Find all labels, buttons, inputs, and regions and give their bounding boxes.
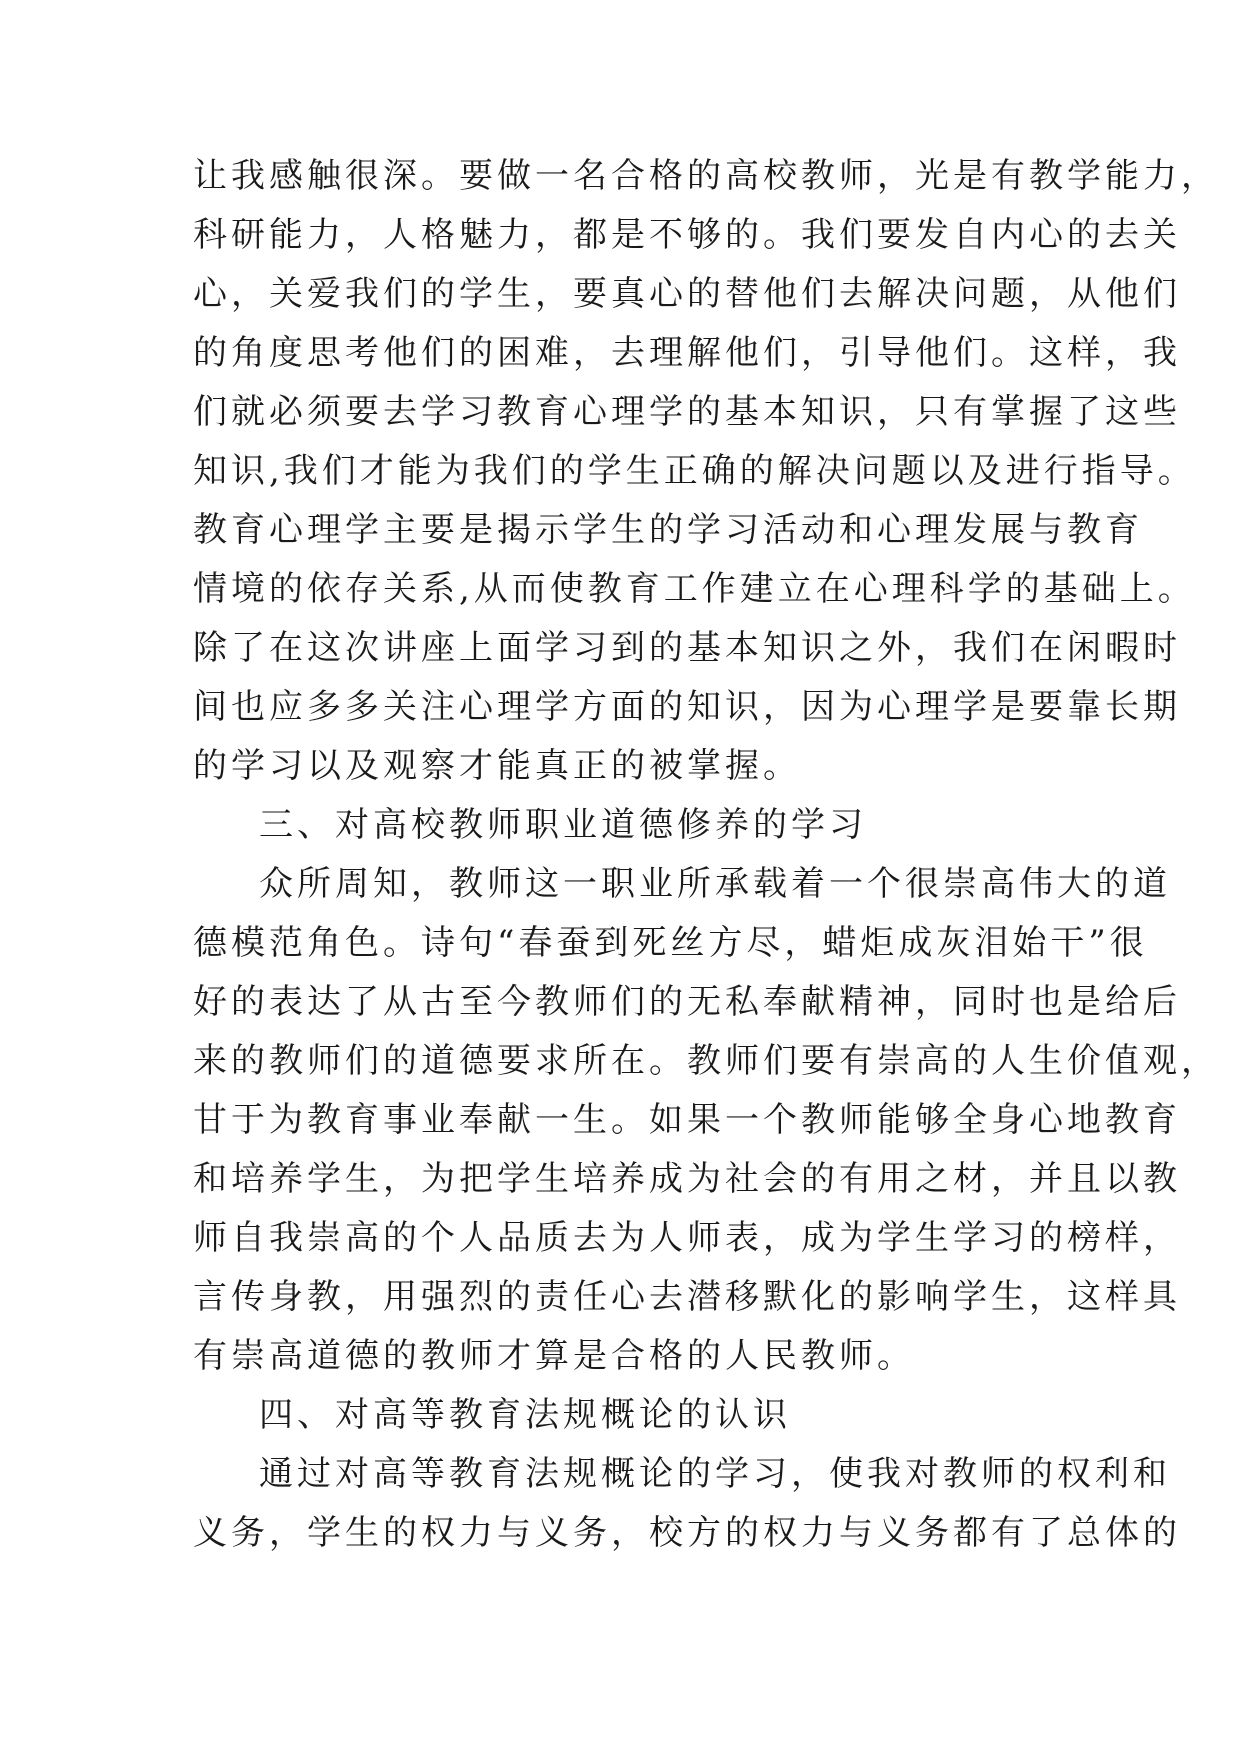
paragraph-ethics: [193, 855, 1219, 1386]
text-line: 的学习以及观察才能真正的被掌握。: [193, 746, 801, 786]
document-body: [193, 147, 1219, 1563]
paragraph-law: [193, 1445, 1181, 1563]
text-line: 和培养学生，为把学生培养成为社会的有用之材，并且以教: [193, 1159, 1181, 1199]
text-line: 除了在这次讲座上面学习到的基本知识之外，我们在闲暇时: [193, 628, 1181, 668]
text-line: 众所周知，教师这一职业所承载着一个很崇高伟大的道: [259, 864, 1171, 904]
text-line: 言传身教，用强烈的责任心去潜移默化的影响学生，这样具: [193, 1277, 1181, 1317]
text-line: 有崇高道德的教师才算是合格的人民教师。: [193, 1336, 915, 1376]
text-line: 间也应多多关注心理学方面的知识，因为心理学是要靠长期: [193, 687, 1181, 727]
text-line: 师自我崇高的个人品质去为人师表，成为学生学习的榜样，: [193, 1218, 1181, 1258]
text-line: 来的教师们的道德要求所在。教师们要有崇高的人生价值观，: [193, 1041, 1219, 1081]
text-line: 情境的依存关系,从而使教育工作建立在心理科学的基础上。: [193, 569, 1196, 609]
section-heading-ethics: 三、对高校教师职业道德修养的学习: [259, 805, 867, 845]
text-line: 的角度思考他们的困难，去理解他们，引导他们。这样，我: [193, 333, 1181, 373]
section-heading-law: 四、对高等教育法规概论的认识: [259, 1395, 791, 1435]
text-line: 甘于为教育事业奉献一生。如果一个教师能够全身心地教育: [193, 1100, 1181, 1140]
paragraph-psychology: [193, 147, 1219, 796]
text-line: 心，关爱我们的学生，要真心的替他们去解决问题，从他们: [193, 274, 1181, 314]
text-line: 通过对高等教育法规概论的学习，使我对教师的权利和: [259, 1454, 1171, 1494]
text-line: 德模范角色。诗句“春蚕到死丝方尽，蜡炬成灰泪始干”很: [193, 923, 1148, 963]
text-line: 知识,我们才能为我们的学生正确的解决问题以及进行指导。: [193, 451, 1196, 491]
text-line: 让我感触很深。要做一名合格的高校教师，光是有教学能力，: [193, 156, 1219, 196]
text-line: 好的表达了从古至今教师们的无私奉献精神，同时也是给后: [193, 982, 1181, 1022]
text-line: 义务，学生的权力与义务，校方的权力与义务都有了总体的: [193, 1513, 1181, 1553]
text-line: 们就必须要去学习教育心理学的基本知识，只有掌握了这些: [193, 392, 1181, 432]
text-line: 教育心理学主要是揭示学生的学习活动和心理发展与教育: [193, 510, 1143, 550]
text-line: 科研能力，人格魅力，都是不够的。我们要发自内心的去关: [193, 215, 1181, 255]
